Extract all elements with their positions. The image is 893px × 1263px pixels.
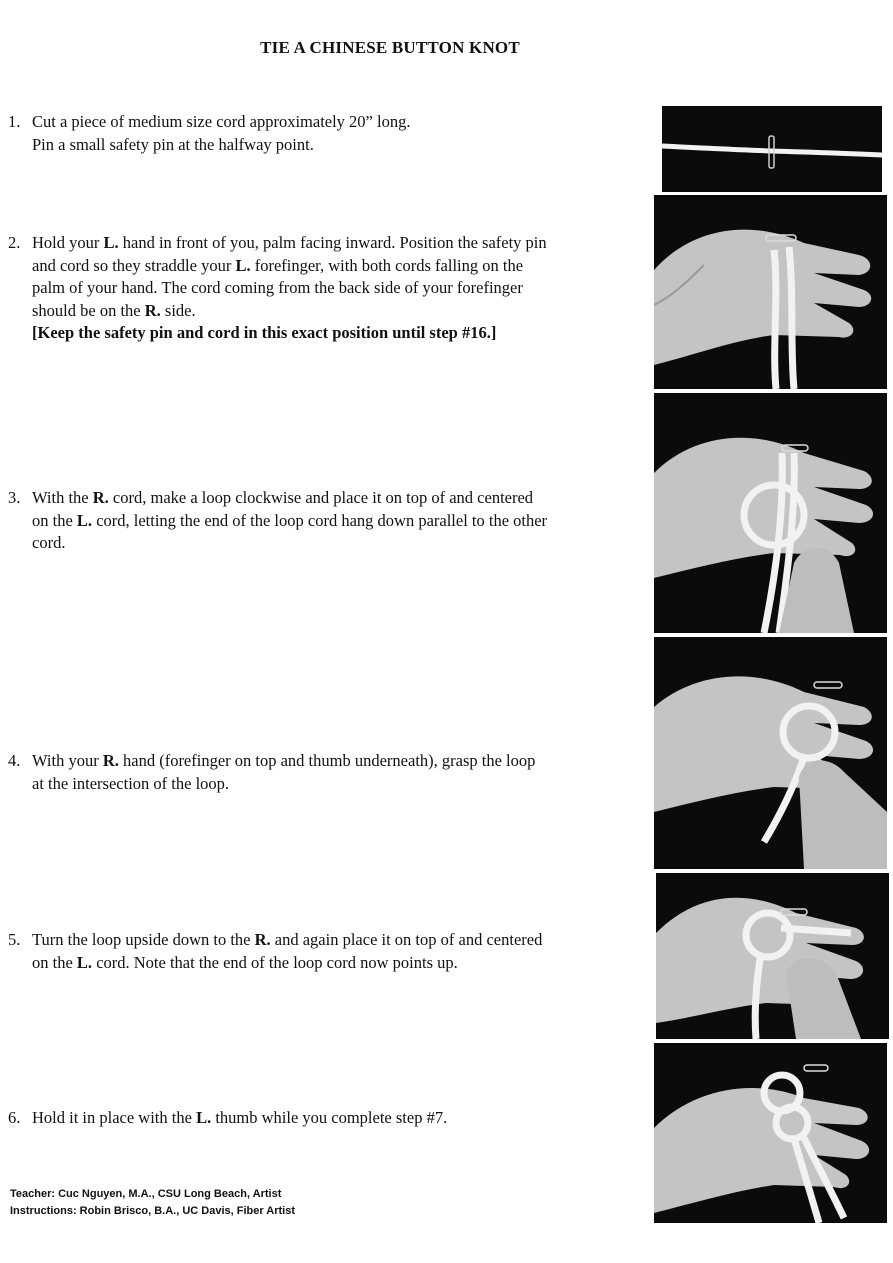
step-text: on the L. cord, letting the end of the loop cord hang down parallel to the other (32, 510, 548, 530)
step-text: With the R. cord, make a loop clockwise and place it on top of and centered (32, 488, 534, 507)
instructions-credit: Instructions: Robin Brisco, B.A., UC Davis, Fiber Artist (10, 1205, 296, 1217)
step-4 (8, 750, 648, 795)
step-3 (8, 487, 648, 555)
step-text: Hold it in place with the L. thumb while you complete step #7. (32, 1108, 448, 1127)
step-1-photo (662, 106, 882, 192)
step-2-photo (654, 195, 887, 389)
step-text: With your R. hand (forefinger on top and thumb underneath), grasp the loop (32, 751, 536, 770)
step-text: at the intersection of the loop. (32, 773, 230, 793)
step-text: palm of your hand. The cord coming from the back side of your forefinger (32, 278, 523, 297)
step-text: should be on the R. side. (32, 300, 196, 320)
step-5-photo (656, 873, 889, 1039)
step-6-photo (654, 1043, 887, 1223)
teacher-credit: Teacher: Cuc Nguyen, M.A., CSU Long Beach, Artist (10, 1188, 282, 1200)
step-text: on the L. cord. Note that the end of the loop cord now points up. (32, 952, 458, 972)
step-number: 3. (8, 488, 21, 507)
step-number: 4. (8, 751, 21, 770)
step-3-photo (654, 393, 887, 633)
step-number: 1. (8, 112, 21, 131)
step-2 (8, 232, 648, 345)
step-number: 2. (8, 233, 21, 252)
step-number: 6. (8, 1108, 21, 1127)
step-text: Cut a piece of medium size cord approximately 20” long. (32, 112, 411, 131)
step-1 (8, 111, 648, 156)
step-text: Pin a small safety pin at the halfway point. (32, 134, 314, 154)
step-5 (8, 929, 648, 974)
step-6 (8, 1107, 648, 1130)
step-number: 5. (8, 930, 21, 949)
step-text: and cord so they straddle your L. forefinger, with both cords falling on the (32, 255, 524, 275)
step-note: [Keep the safety pin and cord in this exact position until step #16.] (32, 323, 497, 342)
step-text: Hold your L. hand in front of you, palm facing inward. Position the safety pin (32, 233, 547, 252)
page-title: TIE A CHINESE BUTTON KNOT (260, 38, 520, 57)
credits (10, 1186, 295, 1220)
step-4-photo (654, 637, 887, 869)
step-text: Turn the loop upside down to the R. and again place it on top of and centered (32, 930, 543, 949)
step-text: cord. (32, 533, 66, 552)
